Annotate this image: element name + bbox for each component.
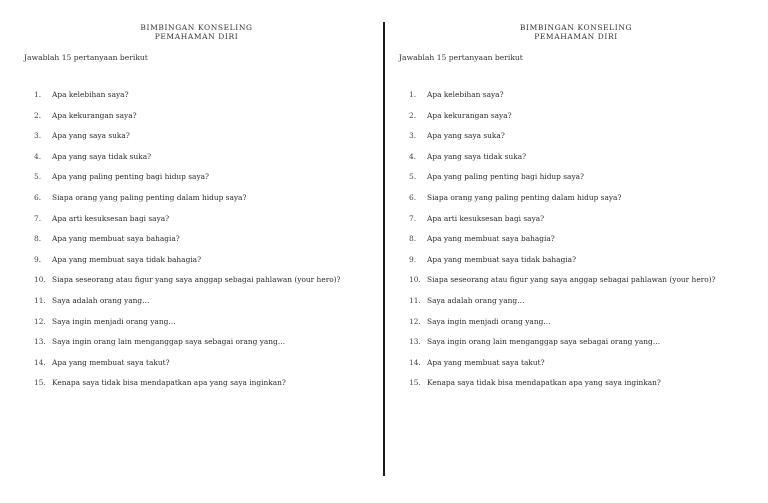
question-text: Apa yang membuat saya takut?	[52, 357, 170, 367]
question-text: Saya adalah orang yang…	[52, 295, 150, 305]
question-item	[34, 255, 341, 276]
question-number: 2.	[409, 110, 417, 120]
question-number: 9.	[409, 254, 417, 264]
question-item	[34, 111, 341, 132]
question-number: 12.	[409, 316, 421, 326]
question-item	[409, 131, 716, 152]
question-text: Apa yang saya tidak suka?	[427, 151, 527, 161]
question-number: 1.	[34, 90, 42, 99]
question-item	[34, 131, 341, 152]
question-number: 11.	[34, 295, 46, 305]
question-item	[34, 317, 341, 338]
question-text: Saya ingin orang lain menganggap saya sebagai orang yang…	[52, 337, 286, 347]
question-item	[409, 111, 716, 132]
title-line-2: PEMAHAMAN DIRI	[534, 32, 618, 41]
title-line-2: PEMAHAMAN DIRI	[154, 32, 239, 41]
question-item	[409, 90, 716, 111]
question-item	[409, 296, 716, 317]
question-list	[34, 90, 341, 399]
question-text: Apa kelebihan saya?	[52, 90, 129, 99]
question-item	[409, 275, 716, 296]
question-text: Apa kekurangan saya?	[52, 110, 137, 120]
question-text: Saya ingin menjadi orang yang…	[427, 316, 551, 326]
left-page	[0, 0, 383, 503]
question-number: 15.	[34, 378, 46, 388]
question-item	[34, 296, 341, 317]
question-text: Siapa seseorang atau figur yang saya anggap sebagai pahlawan (your hero)?	[52, 275, 341, 285]
question-number: 3.	[34, 131, 42, 141]
question-number: 4.	[409, 151, 417, 161]
question-item	[409, 193, 716, 214]
question-number: 8.	[409, 234, 417, 244]
question-item	[34, 214, 341, 235]
question-number: 11.	[409, 295, 421, 305]
question-number: 10.	[409, 275, 421, 285]
question-number: 5.	[34, 172, 42, 182]
question-number: 9.	[34, 254, 42, 264]
question-item	[409, 358, 716, 379]
instruction-text: Jawablah 15 pertanyaan berikut	[24, 53, 148, 62]
question-number: 3.	[409, 131, 417, 141]
question-text: Kenapa saya tidak bisa mendapatkan apa yang saya inginkan?	[427, 378, 661, 388]
question-text: Saya ingin menjadi orang yang…	[52, 316, 176, 326]
question-text: Apa yang saya tidak suka?	[52, 151, 152, 161]
page-title	[385, 23, 767, 41]
question-text: Siapa orang yang paling penting dalam hidup saya?	[427, 192, 622, 202]
title-line-1: BIMBINGAN KONSELING	[519, 23, 633, 32]
question-text: Kenapa saya tidak bisa mendapatkan apa yang saya inginkan?	[52, 378, 286, 388]
question-item	[409, 337, 716, 358]
question-text: Apa yang saya suka?	[52, 131, 130, 141]
question-item	[34, 358, 341, 379]
question-item	[34, 275, 341, 296]
question-item	[409, 234, 716, 255]
question-number: 7.	[409, 213, 417, 223]
question-text: Saya adalah orang yang…	[427, 295, 525, 305]
question-item	[409, 152, 716, 173]
question-number: 14.	[34, 357, 46, 367]
right-page	[386, 0, 768, 503]
instruction-text: Jawablah 15 pertanyaan berikut	[399, 53, 523, 62]
question-item	[34, 234, 341, 255]
question-text: Apa yang paling penting bagi hidup saya?	[52, 172, 210, 182]
question-number: 12.	[34, 316, 46, 326]
question-text: Apa arti kesuksesan bagi saya?	[52, 213, 170, 223]
question-number: 2.	[34, 110, 42, 120]
question-text: Saya ingin orang lain menganggap saya sebagai orang yang…	[427, 337, 661, 347]
question-item	[409, 172, 716, 193]
page-divider	[383, 22, 385, 476]
question-text: Apa yang membuat saya tidak bahagia?	[427, 254, 577, 264]
question-number: 6.	[409, 192, 417, 202]
question-text: Apa yang membuat saya bahagia?	[427, 234, 555, 244]
question-number: 10.	[34, 275, 46, 285]
question-number: 5.	[409, 172, 417, 182]
question-number: 1.	[409, 90, 417, 99]
question-text: Apa kekurangan saya?	[427, 110, 512, 120]
question-text: Apa kelebihan saya?	[427, 90, 504, 99]
question-item	[34, 172, 341, 193]
question-number: 13.	[409, 337, 421, 347]
question-item	[409, 255, 716, 276]
question-list	[409, 90, 716, 399]
question-number: 4.	[34, 151, 42, 161]
question-item	[34, 337, 341, 358]
page-title	[5, 23, 388, 41]
question-text: Siapa orang yang paling penting dalam hidup saya?	[52, 192, 247, 202]
question-number: 6.	[34, 192, 42, 202]
question-text: Apa yang saya suka?	[427, 131, 505, 141]
question-number: 7.	[34, 213, 42, 223]
question-number: 15.	[409, 378, 421, 388]
question-item	[409, 317, 716, 338]
question-number: 8.	[34, 234, 42, 244]
question-item	[34, 152, 341, 173]
question-text: Apa arti kesuksesan bagi saya?	[427, 213, 545, 223]
title-line-1: BIMBINGAN KONSELING	[140, 23, 253, 32]
question-number: 13.	[34, 337, 46, 347]
question-text: Apa yang membuat saya bahagia?	[52, 234, 180, 244]
question-text: Apa yang membuat saya tidak bahagia?	[52, 254, 202, 264]
question-item	[34, 378, 341, 399]
question-text: Apa yang membuat saya takut?	[427, 357, 545, 367]
question-item	[34, 193, 341, 214]
question-text: Apa yang paling penting bagi hidup saya?	[427, 172, 585, 182]
question-item	[409, 214, 716, 235]
question-number: 14.	[409, 357, 421, 367]
question-item	[34, 90, 341, 111]
question-item	[409, 378, 716, 399]
question-text: Siapa seseorang atau figur yang saya anggap sebagai pahlawan (your hero)?	[427, 275, 716, 285]
